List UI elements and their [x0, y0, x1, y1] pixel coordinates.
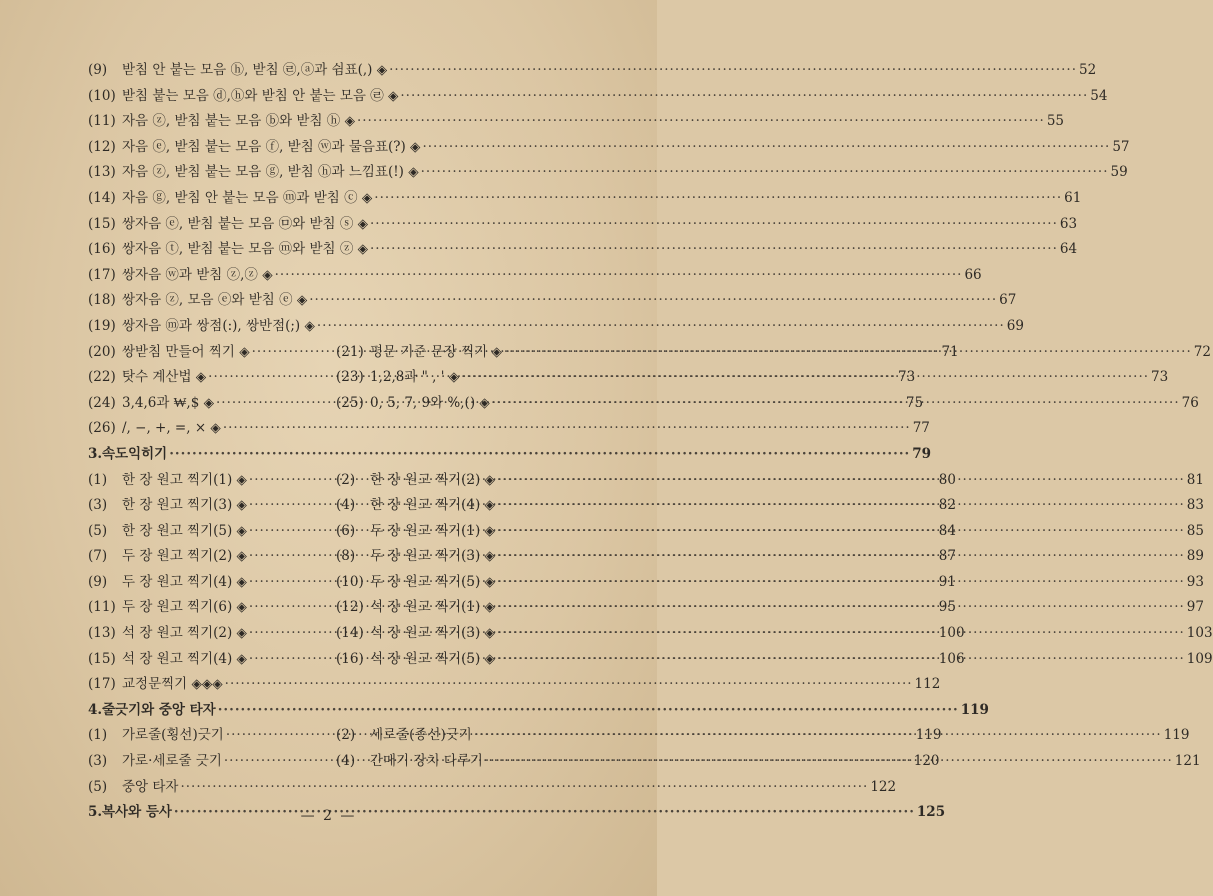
leader-dots: [461, 365, 1149, 391]
entry-number: (4): [336, 753, 356, 770]
entry-number: (21): [336, 343, 364, 360]
entry-number: 4.: [88, 701, 103, 718]
leader-dots: [497, 544, 1185, 570]
entry-title: 교정문찍기 ◈◈◈: [122, 676, 223, 693]
entry-number: (22): [88, 369, 116, 386]
entry-number: (3): [88, 753, 108, 770]
entry-title: 쌍자음 ⓔ, 받침 붙는 모음 ㉤와 받침 ⓢ ◈: [122, 215, 368, 232]
entry-title: 자음 ⓔ, 받침 붙는 모음 ⓕ, 받침 ⓦ과 물음표(?) ◈: [122, 138, 421, 155]
entry-page: 83: [1186, 497, 1204, 514]
entry-page: 112: [914, 676, 941, 693]
leader-dots: [497, 621, 1185, 647]
entry-number: (2): [336, 471, 356, 488]
toc-row: [88, 468, 1204, 494]
toc-row: [88, 442, 932, 468]
entry-title: 한 장 원고 찍기(1) ◈: [122, 471, 247, 488]
entry-page: 73: [1151, 369, 1169, 386]
leader-dots: [180, 775, 868, 801]
toc-row: [88, 237, 1078, 263]
entry-number: (12): [88, 138, 116, 155]
entry-number: (11): [88, 113, 116, 130]
leader-dots: [370, 212, 1058, 238]
toc-entry: [88, 288, 1017, 314]
entry-page: 106: [938, 650, 965, 667]
leader-dots: [357, 109, 1045, 135]
leader-dots: [421, 160, 1109, 186]
page-number: — 2 —: [300, 808, 357, 824]
toc-entry: [88, 58, 1097, 84]
toc-entry: [88, 160, 1128, 186]
entry-page: 77: [912, 420, 930, 437]
entry-page: 72: [1193, 343, 1211, 360]
leader-dots: [497, 519, 1185, 545]
entry-page: 59: [1110, 164, 1128, 181]
entry-title: 석 장 원고 찍기(2) ◈: [122, 625, 247, 642]
entry-number: (24): [88, 394, 116, 411]
leader-dots: [389, 58, 1077, 84]
toc-row: [88, 288, 1017, 314]
entry-page: 54: [1090, 87, 1108, 104]
toc-row: [88, 365, 1169, 391]
entry-number: (15): [88, 650, 116, 667]
entry-title: 두 장 원고 찍기(1) ◈: [370, 522, 495, 539]
toc-section-heading: [88, 442, 932, 468]
leader-dots: [370, 237, 1058, 263]
entry-page: 119: [960, 701, 989, 718]
leader-dots: [492, 391, 1180, 417]
entry-number: (1): [88, 471, 108, 488]
entry-number: (1): [88, 727, 108, 744]
entry-number: (19): [88, 317, 116, 334]
leader-dots: [169, 442, 910, 468]
entry-title: 쌍자음 ⓦ과 받침 ⓩ,ⓩ ◈: [122, 266, 273, 283]
leader-dots: [275, 263, 963, 289]
entry-number: (10): [336, 573, 364, 590]
entry-page: 73: [898, 369, 916, 386]
entry-number: (8): [336, 548, 356, 565]
entry-number: (17): [88, 266, 116, 283]
toc-row: [88, 595, 1204, 621]
entry-number: (16): [336, 650, 364, 667]
entry-number: (23): [336, 369, 364, 386]
entry-page: 120: [913, 753, 940, 770]
entry-page: 64: [1059, 241, 1078, 258]
toc-row: [88, 775, 897, 801]
entry-page: 80: [938, 471, 956, 488]
toc-row: [88, 749, 1201, 775]
entry-page: 81: [1186, 471, 1204, 488]
entry-page: 67: [999, 292, 1017, 309]
leader-dots: [317, 314, 1005, 340]
entry-title: 0, 5, 7, 9와 %,() ◈: [370, 394, 490, 411]
entry-number: (13): [88, 625, 116, 642]
entry-title: 줄긋기와 중앙 타자: [102, 701, 216, 718]
toc-row: [88, 698, 989, 724]
entry-number: (10): [88, 87, 116, 104]
entry-title: 평문 기준 문장 찍기 ◈: [370, 343, 502, 360]
entry-title: 받침 붙는 모음 ⓓ,ⓗ와 받침 안 붙는 모음 ㉣ ◈: [122, 87, 399, 104]
toc-entry: [88, 186, 1082, 212]
entry-page: 57: [1112, 138, 1130, 155]
toc-section-heading: [88, 698, 989, 724]
entry-page: 69: [1006, 317, 1024, 334]
toc-row: [88, 58, 1097, 84]
toc-row: [88, 672, 941, 698]
leader-dots: [485, 749, 1173, 775]
entry-title: 자음 ⓩ, 받침 붙는 모음 ⓑ와 받침 ⓗ ◈: [122, 113, 355, 130]
entry-title: 두 장 원고 찍기(6) ◈: [122, 599, 247, 616]
entry-title: 1,2,8과 " , ' ◈: [370, 369, 460, 386]
entry-title: /, −, +, =, × ◈: [122, 420, 221, 437]
leader-dots: [497, 468, 1185, 494]
leader-dots: [474, 723, 1162, 749]
entry-page: 122: [870, 778, 897, 795]
entry-number: (6): [336, 522, 356, 539]
entry-page: 79: [912, 445, 932, 462]
entry-page: 97: [1186, 599, 1204, 616]
toc-row: [88, 109, 1065, 135]
entry-page: 84: [938, 522, 956, 539]
entry-number: (2): [336, 727, 356, 744]
leader-dots: [400, 84, 1088, 110]
toc-row: [88, 570, 1204, 596]
toc-row: [88, 647, 1213, 673]
entry-number: (3): [88, 497, 108, 514]
entry-title: 자음 ⓖ, 받침 안 붙는 모음 ⓜ과 받침 ⓒ ◈: [122, 189, 373, 206]
toc-entry: [88, 109, 1065, 135]
entry-number: (5): [88, 778, 108, 795]
entry-title: 가로·세로줄 긋기: [122, 753, 222, 770]
entry-number: (14): [88, 189, 116, 206]
entry-number: (26): [88, 420, 116, 437]
entry-title: 탓수 계산법 ◈: [122, 369, 207, 386]
toc-row: [88, 519, 1204, 545]
toc-entry: [88, 672, 941, 698]
leader-dots: [497, 493, 1185, 519]
toc-entry: [88, 775, 897, 801]
leader-dots: [218, 698, 959, 724]
toc-row: [88, 723, 1190, 749]
entry-title: 한 장 원고 찍기(3) ◈: [122, 497, 247, 514]
entry-number: (7): [88, 548, 108, 565]
entry-page: 87: [938, 548, 956, 565]
entry-page: 91: [938, 573, 956, 590]
entry-number: (14): [336, 625, 364, 642]
entry-number: (16): [88, 241, 116, 258]
toc-row: [88, 160, 1128, 186]
entry-number: (17): [88, 676, 116, 693]
toc-entry-right: [336, 723, 1190, 749]
entry-title: 쌍자음 ⓜ과 쌍점(:), 쌍반점(;) ◈: [122, 317, 315, 334]
entry-title: 3,4,6과 ₩,$ ◈: [122, 394, 214, 411]
entry-title: 석 장 원고 찍기(3) ◈: [370, 625, 495, 642]
entry-number: (20): [88, 343, 116, 360]
leader-dots: [309, 288, 997, 314]
entry-page: 121: [1174, 753, 1201, 770]
entry-number: (12): [336, 599, 364, 616]
leader-dots: [497, 595, 1185, 621]
entry-number: (18): [88, 292, 116, 309]
toc-row: [88, 340, 1211, 366]
entry-number: 3.: [88, 445, 103, 462]
leader-dots: [422, 135, 1110, 161]
entry-page: 125: [916, 804, 946, 821]
entry-page: 63: [1059, 215, 1078, 232]
entry-title: 두 장 원고 찍기(3) ◈: [370, 548, 495, 565]
entry-number: (4): [336, 497, 356, 514]
entry-page: 76: [1181, 394, 1199, 411]
entry-page: 61: [1064, 189, 1082, 206]
toc-row: [88, 544, 1204, 570]
entry-title: 세로줄(종선)긋기: [370, 727, 472, 744]
entry-page: 82: [938, 497, 956, 514]
entry-number: 5.: [88, 804, 103, 821]
entry-page: 71: [941, 343, 959, 360]
entry-title: 석 장 원고 찍기(5) ◈: [370, 650, 495, 667]
table-of-contents: [88, 58, 1213, 826]
entry-title: 쌍자음 ⓩ, 모음 ⓔ와 받침 ⓔ ◈: [122, 292, 308, 309]
entry-page: 100: [938, 625, 965, 642]
entry-title: 한 장 원고 찍기(2) ◈: [370, 471, 495, 488]
toc-row: [88, 621, 1213, 647]
entry-title: 간매기 장치 다루기: [370, 753, 483, 770]
toc-entry: [88, 263, 982, 289]
entry-page: 66: [964, 266, 982, 283]
entry-page: 75: [905, 394, 924, 411]
entry-title: 한 장 원고 찍기(4) ◈: [370, 497, 495, 514]
entry-page: 119: [1163, 727, 1190, 744]
toc-row: [88, 493, 1204, 519]
toc-row: [88, 416, 930, 442]
toc-row: [88, 263, 982, 289]
toc-row: [88, 84, 1108, 110]
entry-page: 52: [1079, 62, 1097, 78]
entry-title: 두 장 원고 찍기(5) ◈: [370, 573, 495, 590]
entry-number: (5): [88, 522, 108, 539]
toc-entry: [88, 314, 1024, 340]
leader-dots: [223, 416, 911, 442]
leader-dots: [497, 647, 1185, 673]
entry-page: 89: [1186, 548, 1204, 565]
toc-entry: [88, 84, 1108, 110]
leader-dots: [374, 186, 1062, 212]
toc-entry: [88, 416, 930, 442]
entry-number: (25): [336, 394, 364, 411]
toc-row: [88, 212, 1078, 238]
entry-page: 85: [1186, 522, 1204, 539]
entry-title: 복사와 등사: [102, 804, 172, 821]
entry-number: (15): [88, 215, 116, 232]
toc-entry: [88, 212, 1078, 238]
entry-title: 속도익히기: [102, 445, 168, 462]
entry-title: 쌍받침 만들어 찍기 ◈: [122, 343, 250, 360]
entry-number: (9): [88, 62, 108, 78]
entry-title: 석 장 원고 찍기(4) ◈: [122, 650, 247, 667]
entry-page: 103: [1186, 625, 1213, 642]
entry-title: 한 장 원고 찍기(5) ◈: [122, 522, 247, 539]
entry-title: 받침 안 붙는 모음 ⓗ, 받침 ㉣,ⓐ과 쉼표(,) ◈: [122, 62, 388, 78]
entry-title: 두 장 원고 찍기(4) ◈: [122, 573, 247, 590]
entry-page: 93: [1186, 573, 1204, 590]
entry-page: 55: [1046, 113, 1065, 130]
entry-title: 중앙 타자: [122, 778, 179, 795]
leader-dots: [497, 570, 1185, 596]
entry-title: 쌍자음 ⓣ, 받침 붙는 모음 ⓜ와 받침 ⓩ ◈: [122, 241, 368, 258]
entry-page: 95: [938, 599, 956, 616]
toc-entry: [88, 237, 1078, 263]
toc-entry: [88, 135, 1130, 161]
entry-number: (13): [88, 164, 116, 181]
entry-title: 석 장 원고 찍기(1) ◈: [370, 599, 495, 616]
toc-row: [88, 135, 1130, 161]
entry-title: 가로줄(횡선)긋기: [122, 727, 224, 744]
leader-dots: [504, 340, 1192, 366]
entry-number: (9): [88, 573, 108, 590]
entry-title: 자음 ⓩ, 받침 붙는 모음 ⓖ, 받침 ⓗ과 느낌표(!) ◈: [122, 164, 419, 181]
toc-row: [88, 314, 1024, 340]
entry-page: 109: [1186, 650, 1213, 667]
entry-page: 119: [915, 727, 942, 744]
entry-number: (11): [88, 599, 116, 616]
leader-dots: [225, 672, 913, 698]
entry-title: 두 장 원고 찍기(2) ◈: [122, 548, 247, 565]
toc-row: [88, 186, 1082, 212]
toc-entry-right: [336, 365, 1169, 391]
toc-row: [88, 391, 1199, 417]
